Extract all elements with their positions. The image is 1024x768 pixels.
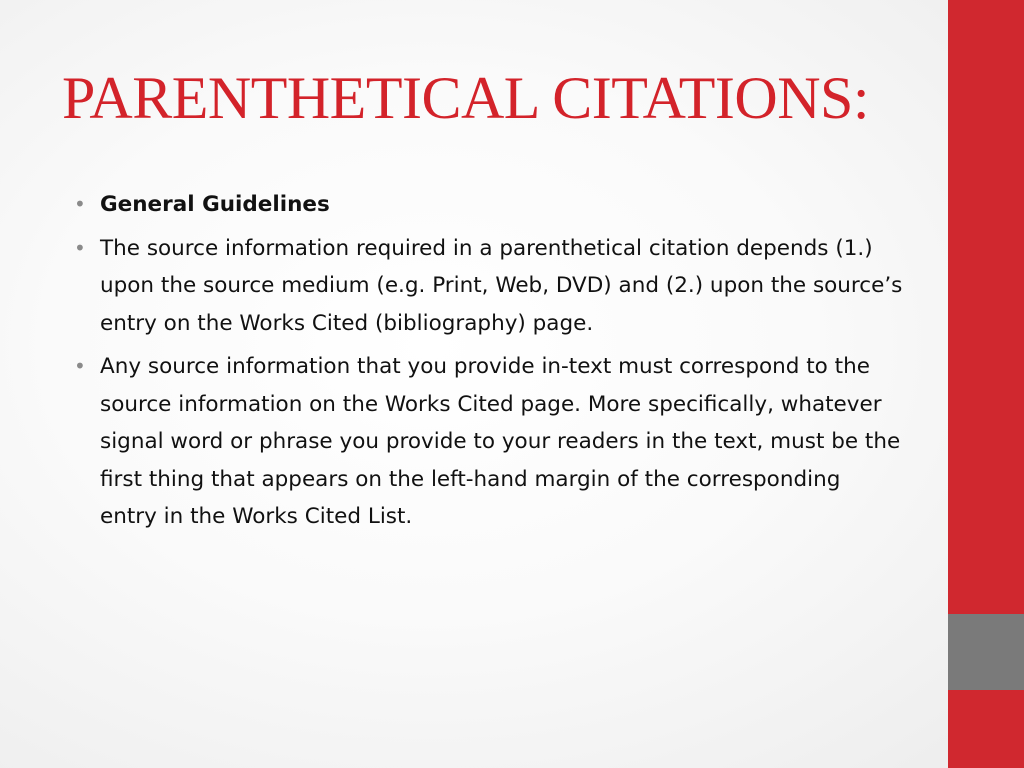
bullet-text: Any source information that you provide in-text must correspond to the source information on the Works Cited page. More specifically, whatever signal word or phrase you provide to your readers in the text, must be the first thing that appears on the left-hand margin of the corresponding entry in the Works Cited List.: [100, 354, 901, 529]
bullet-dot-icon: •: [74, 235, 86, 260]
bullet-item-in-text-correspondence: [74, 348, 904, 536]
bullet-text: General Guidelines: [100, 192, 330, 217]
bullet-text: The source information required in a parenthetical citation depends (1.) upon the source medium (e.g. Print, Web, DVD) and (2.) upon the source’s entry on the Works Cited (bibliography) page.: [100, 235, 903, 336]
bullet-item-general-guidelines: [74, 186, 904, 224]
bullet-item-source-information: [74, 230, 904, 343]
accent-red-block-top: [948, 0, 1024, 614]
accent-gray-block: [948, 614, 1024, 690]
slide-title: PARENTHETICAL CITATIONS:: [62, 65, 870, 131]
accent-sidebar: [948, 0, 1024, 768]
accent-red-block-bottom: [948, 690, 1024, 768]
bullet-dot-icon: •: [74, 354, 86, 378]
bullet-dot-icon: •: [74, 192, 86, 216]
bullet-list: [74, 186, 904, 542]
